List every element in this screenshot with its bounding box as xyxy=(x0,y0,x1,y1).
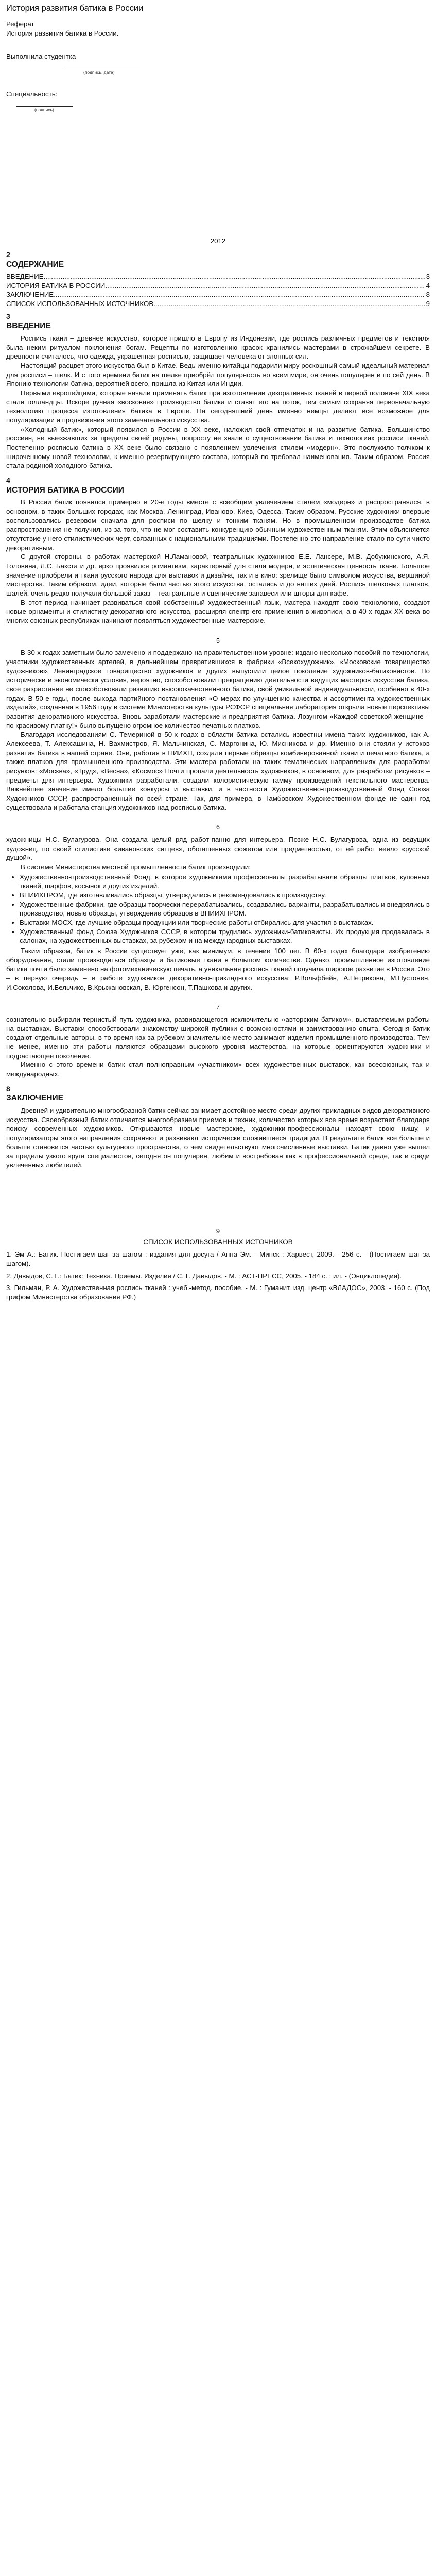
toc-item-label: ЗАКЛЮЧЕНИЕ xyxy=(6,291,54,299)
cover-page xyxy=(6,20,430,246)
paragraph: В этот период начинает развиваться свой собственный художественный язык, мастера находят свою технологию, создают новые орнаменты и стилистику декоративного искусства, расширяя спектр его применения в живописи, а в 40-х годах XX века во многих союзных республиках начинают появляться художественные мастерские. xyxy=(6,598,430,625)
list-item: • Художественно-производственный Фонд, в которое художниками профессионалы разрабатывали образцы платков, купонных тканей, шарфов, косынок и других изделий. xyxy=(20,873,430,891)
intro-heading: ВВЕДЕНИЕ xyxy=(6,321,51,331)
page-number: 3 xyxy=(6,312,10,320)
list-item: • Выставки МОСХ, где лучшие образцы продукции или творческие работы отбирались для участия в выставках. xyxy=(20,918,430,927)
toc-item[interactable] xyxy=(6,281,430,291)
list-item: • Художественный фонд Союза Художников СССР, в котором трудились художники-батиковисты. Их продукция продавалась в салонах, на художественных выставках, за рубежом и на международных выставках. xyxy=(20,927,430,945)
document-title: История развития батика в России xyxy=(6,4,144,13)
toc-item-label: ВВЕДЕНИЕ xyxy=(6,273,44,281)
paragraph: Именно с этого времени батик стал полноправным «участником» всех художественных выставок, как всесоюзных, так и международных. xyxy=(6,1061,430,1078)
cover-specialty-label: Специальность: xyxy=(6,90,58,98)
paragraph: Благодаря исследованиям С. Темериной в 50-х годах в области батика остались известны имена таких художников, как А. Алексеева, Т. Алексашина, Н. Вахмистров, Я. Мальчинская, С. Маргонина, Ю. Мисникова и др. Именно они стояли у истоков развития батика в нашей стране. Они, работая в НИИХП, создали первые образцы комбинированной ткани и печатного батика, а также платков для промышленного производства. Эти мастера работали на таких тематических направлениях для разработки рисунков: «Москва», «Труд», «Весна», «Космос» Почти пропали деятельность художников, в основном, для разработки рисунков – предметы для интерьера. Художники разработали, создали колористическую гамму произведений текстильного мастерства. Важнейшее значение имело большие конкурсы и выставки, и в частности Художественно-производственный Фонд Союза Художников СССР, распространенный по всей стране. Так, для примера, в Тамбовском Художественном фонде не один год существовала и работала станция художников над росписью батика. xyxy=(6,731,430,811)
toc-item-label: ИСТОРИЯ БАТИКА В РОССИИ xyxy=(6,281,106,290)
paragraph: художницы Н.С. Булагурова. Она создала целый ряд работ-панно для интерьера. Позже Н.С. Булагурова, одна из ведущих художниц, по своей стилистике «ивановских ситцев», обогащенных сюжетом или предметностью, от её работ веяло «русской душой». xyxy=(6,836,430,862)
paragraph: В системе Министерства местной промышленности батик производили: xyxy=(21,863,251,871)
history-heading: ИСТОРИЯ БАТИКА В РОССИИ xyxy=(6,485,124,495)
toc-item-label: СПИСОК ИСПОЛЬЗОВАННЫХ ИСТОЧНИКОВ xyxy=(6,300,154,308)
toc-item[interactable] xyxy=(6,290,430,299)
page-number: 5 xyxy=(216,637,220,645)
page-number: 2 xyxy=(6,250,10,259)
paragraph: Роспись ткани – древнее искусство, которое пришло в Европу из Индонезии, где роспись различных предметов и текстиля была неким ритуалом поклонения богам. Рецепты по изготовлению красок хранились мастерами в строжайшем секрете. В древности считалось, что одежда, украшенная росписью, защищает человека от злонных сил. xyxy=(6,334,430,361)
toc-item-page: 9 xyxy=(426,300,430,308)
paragraph: Первыми европейцами, которые начали применять батик при изготовлении декоративных тканей в первой половине XIX века стали голландцы. Вскоре ручная «восковая» производство батика и ставят его на поток, тем самым сохраняя первоначальную технологию процесса изготовления батика в Европе. На сегодняшний день именно немцы делают все возможное для популяризации и продвижения этого замечательного искусства. xyxy=(6,389,430,425)
list-item: • ВНИИХПРОМ, где изготавливались образцы, утверждались и рекомендовались к производству. xyxy=(20,891,430,900)
references-list xyxy=(6,1250,430,1301)
paragraph: Древней и удивительно многообразной батик сейчас занимает достойное место среди других прикладных видов декоративного искусства. Своеобразный батик отличается многообразием приемов и техник, количество которых все время возрастает благодаря поиску современных художников. Открываются новые мастерские, художники-профессионалы находят свою нишу, и популяризаторы этого направления сохраняют и развивают исторически сложившиеся традиции. В результате батик все больше и больше становится частью культурного пространства, о чем свидетельствуют многочисленные выставки. Батик давно уже вышел за пределы узкого круга специалистов, сегодня он популярен, любим и востребован как в профессиональной среде, так и среди увлеченных любителей. xyxy=(6,1107,430,1170)
references-heading: СПИСОК ИСПОЛЬЗОВАННЫХ ИСТОЧНИКОВ xyxy=(143,1238,293,1246)
references-section xyxy=(6,1227,430,1302)
conclusion-heading: ЗАКЛЮЧЕНИЕ xyxy=(6,1094,63,1103)
cover-year: 2012 xyxy=(210,237,226,245)
paragraph: С другой стороны, в работах мастерской Н.Ламановой, театральных художников Е.Е. Лансере, М.В. Добужинского, А.Я. Головина, Л.С. Бакста и др. ярко проявился романтизм, характерный для стиля модерн, и эстетическая ценность ткани. Большое значение приобрели и ткани русского народа для выставок и дизайна, так и в кино: зрелище было символом искусства, вершиной мастерства. Таким образом, идеи, которые были частью этого искусства, остались и до наших дней. Роспись шелковых платков, шалей, очень редко получали большой заказ – театральные и сценические занавеси или шторы для кафе. xyxy=(6,553,430,598)
cover-topic: История развития батика в России. xyxy=(6,29,119,37)
page-number: 8 xyxy=(6,1084,10,1093)
specialty-caption: (подпись) xyxy=(34,107,54,112)
paragraph: сознательно выбирали тернистый путь художника, развивающегося исключительно «авторским батиком», выставляемым работы на выставках. Выставки способствовали знакомству широкой публики с возможностями и заимствованию опыта. Сегодня батик создают отдельные авторы, в то время как за рубежом значительное место занимают изделия промышленного производства. Тем не менее, именно эти работы являются образцами высокого уровня мастерства, на которые ориентируются художники и подрастающее поколение. xyxy=(6,1015,430,1060)
reference-item: 1. Эм А.: Батик. Постигаем шаг за шагом : издания для досуга / Анна Эм. - Минск : Харвест, 2009. - 256 с. - (Постигаем шаг за шагом). xyxy=(6,1250,430,1268)
signature-caption: (подпись, дата) xyxy=(83,69,115,75)
specialty-line xyxy=(16,99,73,107)
page-number: 7 xyxy=(216,1004,220,1011)
toc-item[interactable] xyxy=(6,272,430,281)
conclusion-section xyxy=(6,1084,430,1170)
toc-page xyxy=(6,250,430,309)
history-section xyxy=(6,476,430,1079)
toc-item-page: 8 xyxy=(426,291,430,299)
toc-item-page: 4 xyxy=(426,281,430,290)
page-number: 4 xyxy=(6,476,10,485)
paragraph: В 30-х годах заметным было замечено и поддержано на правительственном уровне: издано несколько пособий по технологии, участники художественных артелей, в дальнейшем превратившихся в фабрики «Всекохудожник», «Московские товарищество художников», Ленинградское товарищество художников и других выпустили целое поколение художников-батиковистов. Но исторически и экономически условия, вероятно, способствовали прекращению деятельности ведущих мастеров искусства батика, свое разрастание не способствовали развитию высококачественного батика, свой уникальной индивидуальности, особенно в 40-х годах. В 50-е годы, после выхода партийного постановления «О мерах по улучшению качества и ассортимента художественных изделий», созданная в 1956 году в системе Министерства культуры РСФСР специальная лаборатория открыла новые перспективы развития декоративного искусства. Вновь заработали мастерские и предприятия батика. Лозунгом «Каждой советской женщине – по красивому платку!» было выпущено огромное количество печатных платков. xyxy=(6,649,430,730)
page-number: 6 xyxy=(216,824,220,832)
page-number: 9 xyxy=(216,1227,220,1235)
reference-item: 2. Давыдов, С. Г.: Батик: Техника. Приемы. Изделия / С. Г. Давыдов. - М. : АСТ-ПРЕСС, 2005. - 184 с. : ил. - (Энциклопедия). xyxy=(6,1272,402,1280)
intro-section xyxy=(6,312,430,470)
list-item: • Художественные фабрики, где образцы творчески перерабатывались, создавались варианты, разрабатывались и внедрялись в производство, новые образцы, утверждение образцов в ВНИИХПРОМ. xyxy=(20,900,430,918)
signature-line xyxy=(63,61,140,69)
paragraph: «Холодный батик», который появился в России в XX веке, наложил свой отпечаток и на развитие батика. Большинство россиян, не выезжавших за пределы своей родины, попросту не знали о существовании батика и технологиях росписи тканей. Постепенно росписью батика в ХХ веке было связано с появлением увлечения стилем «модерн». Это послужило толчком к широченному новой технологии, к именно резервирующего состава, который по-требовал наименования. Таким образом, Россия стала родиной холодного батика. xyxy=(6,425,430,470)
paragraph: В России батик появился примерно в 20-е годы вместе с всеобщим увлечением стилем «модерн» и распространялся, в основном, в таких больших городах, как Москва, Ленинград, Иваново, Киев, Одесса. Таким образом. Русские художники впервые воспользовались резервом сначала для росписи по шелку и тонким тканям. Но в промышленном производстве батика распространения не получил, из-за того, что не мог составить конкуренцию обычным художественным тканям. Этим объясняется отсутствие у него стилистических черт, связанных с национальными традициями. Постепенно это направление стало по сути чисто декоративным. xyxy=(6,498,430,552)
toc-heading: СОДЕРЖАНИЕ xyxy=(6,260,64,269)
toc-item[interactable] xyxy=(6,299,430,309)
paragraph: Таким образом, батик в России существует уже, как минимум, в течение 100 лет. В 60-х годах благодаря изобретению оборудования, стали производиться образцы и батиковые ткани в большом количестве. Однако, промышленное изготовление батика почти было заменено на фотомеханическую печать, а уникальная роспись тканей получила широкое развитие в России. Это – в первую очередь – в работе художников декоративно-прикладного искусства: Р.Вольфбейн, А.Петрикова, М.Пустонен, И.Соколова, И.Бельчико, В.Крыжановская, В. Юргенсон, Т.Пашкова и других. xyxy=(6,947,430,991)
cover-genre: Реферат xyxy=(6,20,34,28)
toc-item-page: 3 xyxy=(426,273,430,281)
bullet-list xyxy=(6,873,430,945)
paragraph: Настоящий расцвет этого искусства был в Китае. Ведь именно китайцы подарили миру роскошный самый идеальный материал для росписи – шелк. И с того времени батик на шелке приобрёл популярность во всем мире, он очень популярен и по сей день. В Японию технологии батика, вероятней всего, пришла из Китая или Индии. xyxy=(6,362,430,388)
reference-item: 3. Гильман, Р. А. Художественная роспись тканей : учеб.-метод. пособие. - М. : Гуманит. изд. центр «ВЛАДОС», 2003. - 160 с. (Под грифом Министерства образования РФ.) xyxy=(6,1284,430,1301)
cover-student-label: Выполнила студентка xyxy=(6,53,76,61)
